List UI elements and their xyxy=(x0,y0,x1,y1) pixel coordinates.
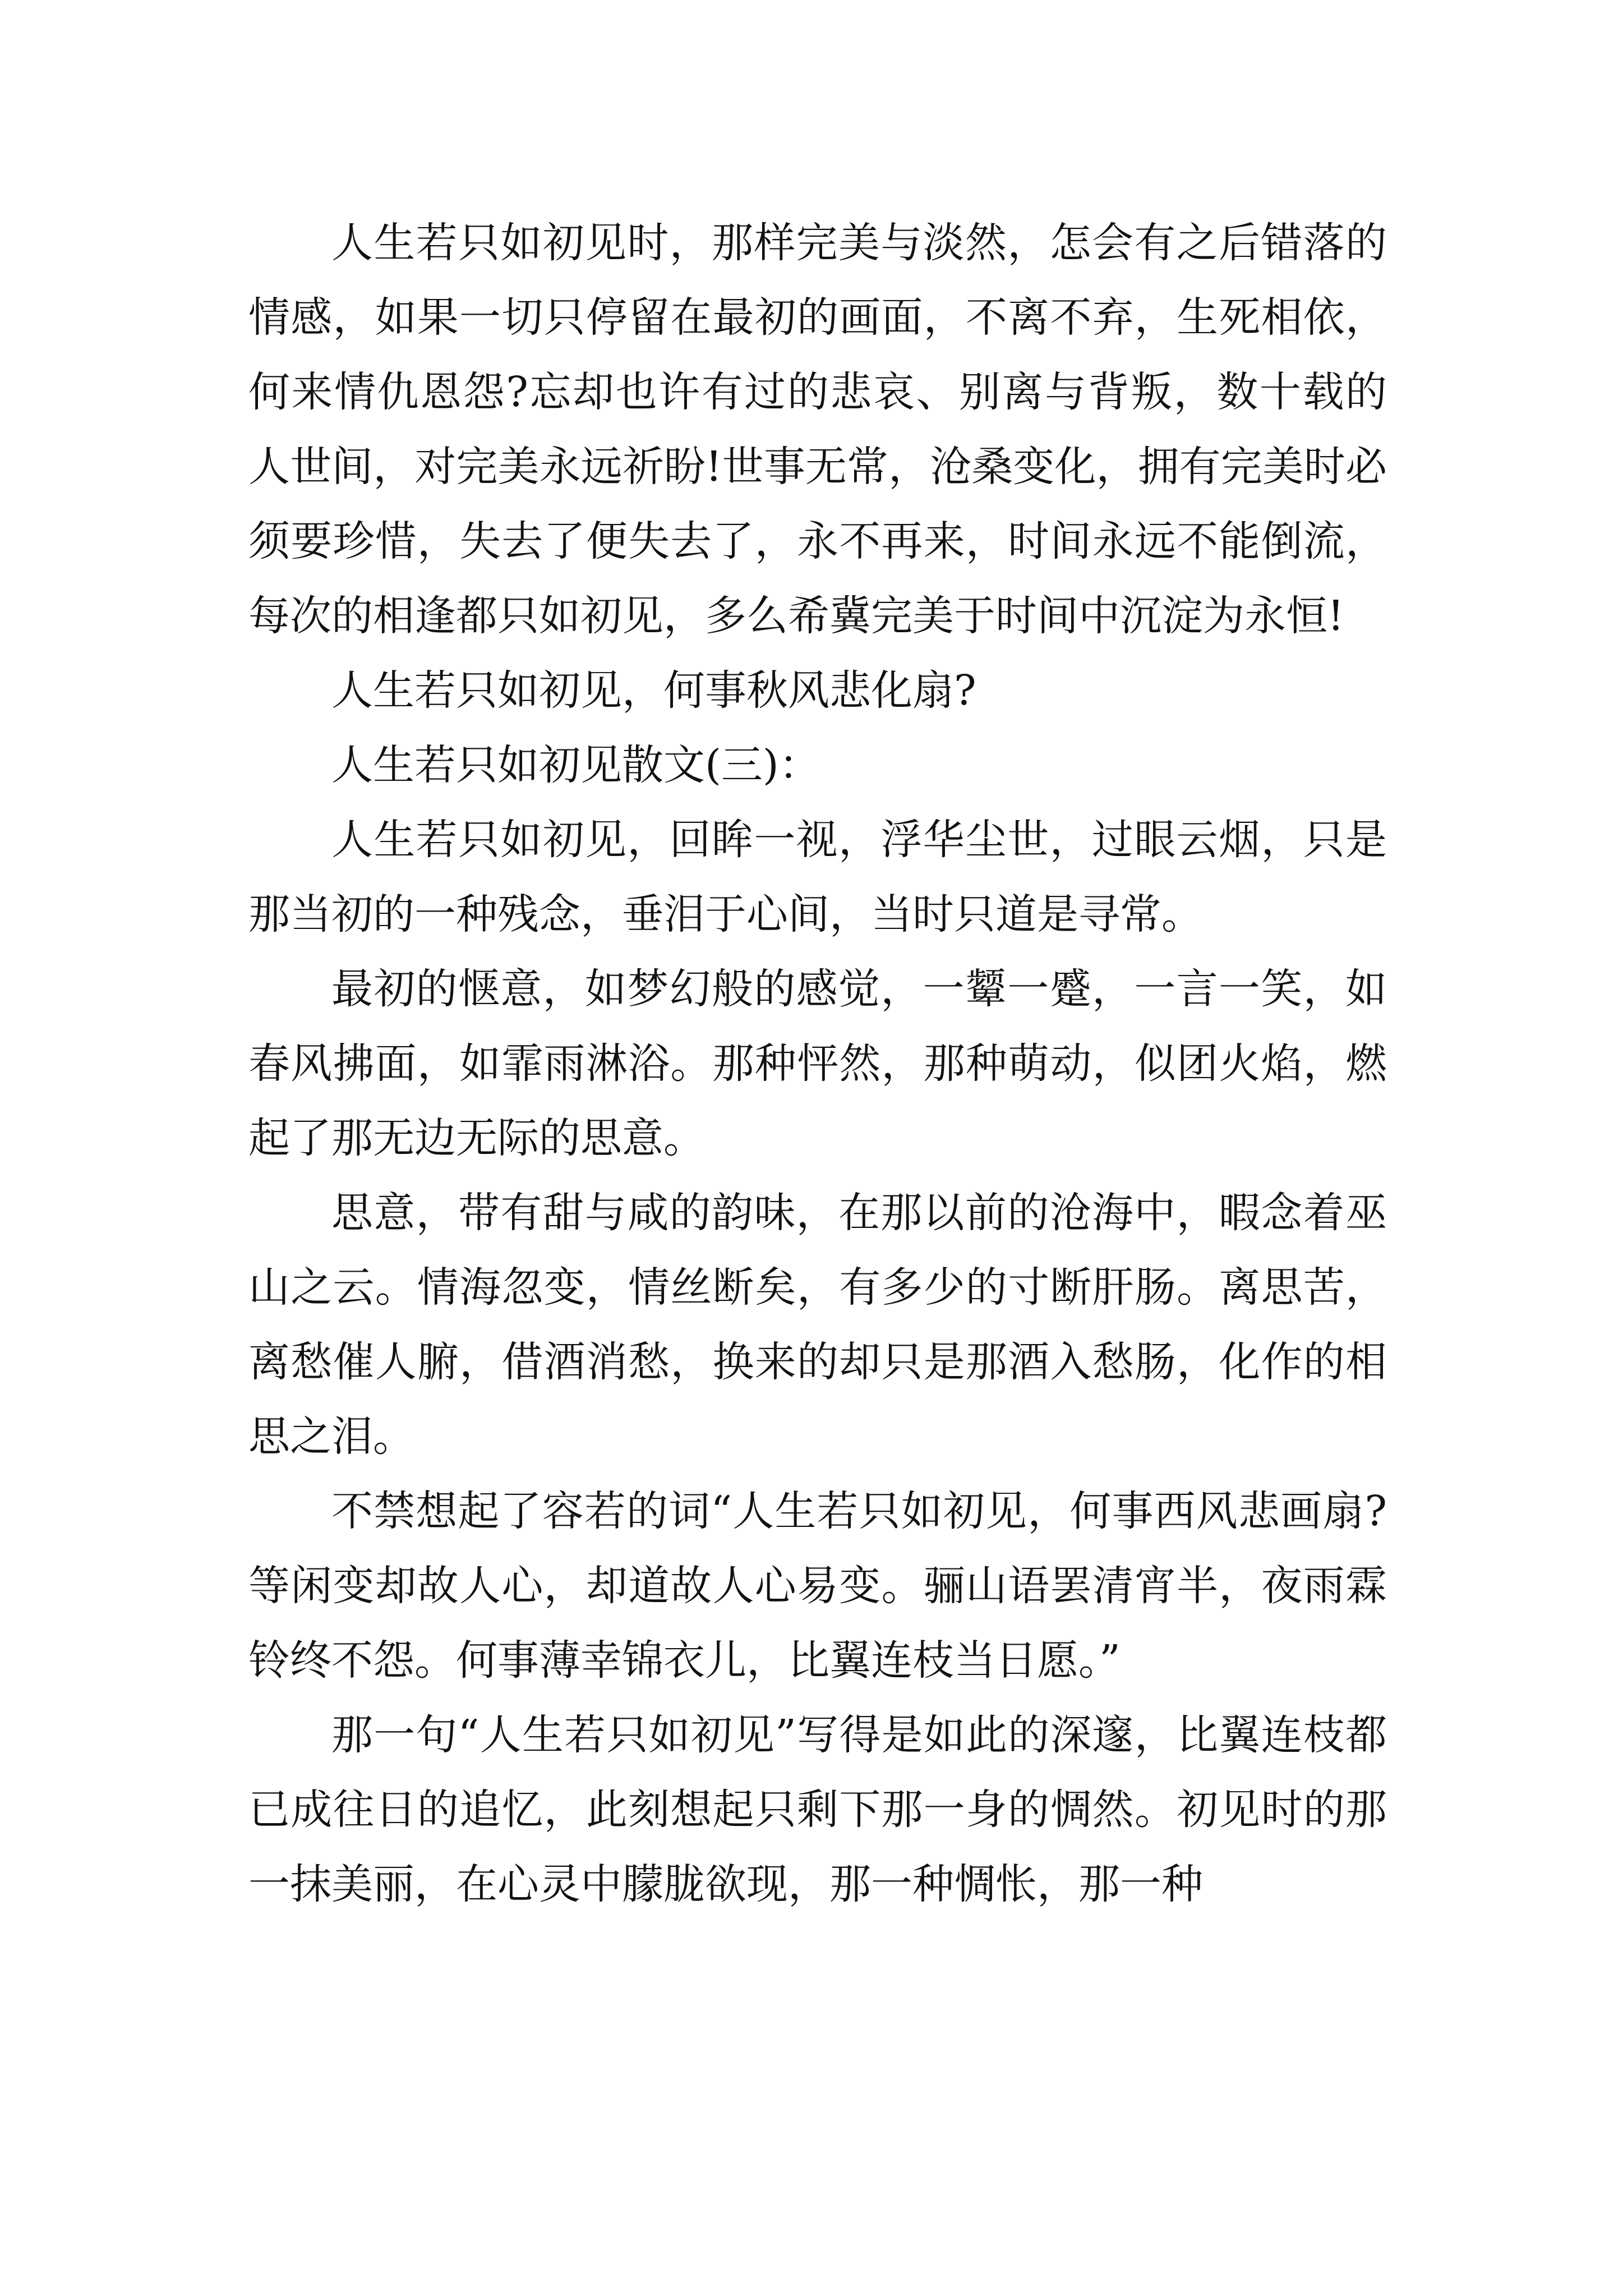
paragraph-8: 那一句“人生若只如初见”写得是如此的深邃，比翼连枝都已成往日的追忆，此刻想起只剩下那一身的惆然。初见时的那一抹美丽，在心灵中朦胧欲现，那一种惆怅，那一种 xyxy=(248,1711,1387,1908)
paragraph-4: 人生若只如初见，回眸一视，浮华尘世，过眼云烟，只是那当初的一种残念，垂泪于心间，当时只道是寻常。 xyxy=(248,816,1387,938)
paragraph-5: 最初的惬意，如梦幻般的感觉，一颦一蹙，一言一笑，如春风拂面，如霏雨淋浴。那种怦然，那种萌动，似团火焰，燃起了那无边无际的思意。 xyxy=(248,965,1387,1162)
paragraph-7: 不禁想起了容若的词“人生若只如初见，何事西风悲画扇?等闲变却故人心，却道故人心易变。骊山语罢清宵半，夜雨霖铃终不怨。何事薄幸锦衣儿，比翼连枝当日愿。” xyxy=(248,1487,1387,1685)
paragraph-3: 人生若只如初见散文(三)： xyxy=(331,741,820,789)
paragraph-6: 思意，带有甜与咸的韵味，在那以前的沧海中，暇念着巫山之云。情海忽变，情丝断矣，有多少的寸断肝肠。离思苦，离愁催人腑，借酒消愁，换来的却只是那酒入愁肠，化作的相思之泪。 xyxy=(248,1189,1387,1461)
paragraph-1: 人生若只如初见时，那样完美与淡然，怎会有之后错落的情感，如果一切只停留在最初的画面，不离不弃，生死相依，何来情仇恩怨?忘却也许有过的悲哀、别离与背叛，数十载的人世间，对完美永远祈盼!世事无常，沧桑变化，拥有完美时必须要珍惜，失去了便失去了，永不再来，时间永远不能倒流，每次的相逢都只如初见，多么希冀完美于时间中沉淀为永恒! xyxy=(248,219,1387,640)
paragraph-2: 人生若只如初见，何事秋风悲化扇? xyxy=(331,666,976,715)
document-body xyxy=(248,206,1387,1922)
